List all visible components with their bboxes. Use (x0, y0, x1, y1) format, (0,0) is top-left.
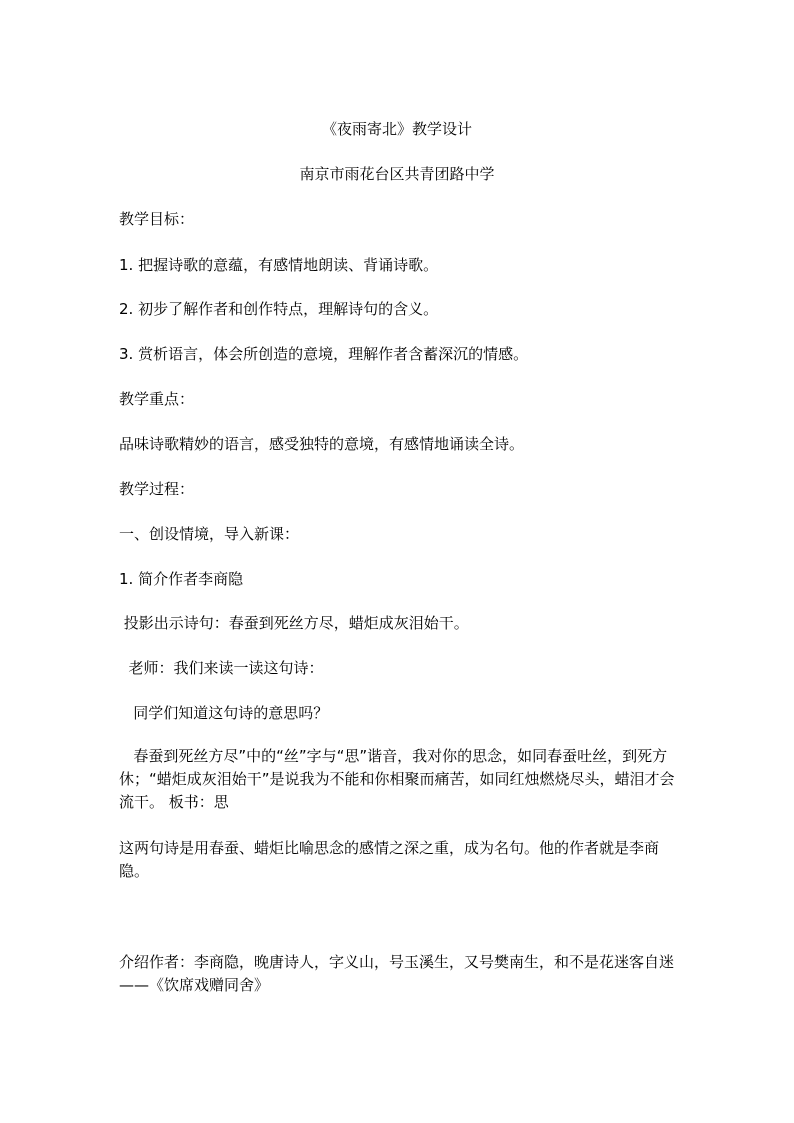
question-line: 同学们知道这句诗的意思吗？ (119, 704, 329, 722)
focus-text: 品味诗歌精妙的语言，感受独特的意境，有感情地诵读全诗。 (119, 435, 525, 453)
explanation-paragraph: 春蚕到死丝方尽”中的“丝”字与“思”谐音，我对你的思念，如同春蚕吐丝，到死方休；“蜡炬成灰泪始干”是说我为不能和你相聚而痛苦，如同红烛燃烧尽头，蜡泪才会流干。 板书：思 (119, 747, 675, 811)
process-heading: 教学过程： (119, 480, 195, 498)
section-one-heading: 一、创设情境，导入新课： (119, 525, 300, 543)
teacher-line: 老师：我们来读一读这句诗： (119, 659, 324, 677)
school-name: 南京市雨花台区共青团路中学 (299, 165, 495, 183)
projection-line: 投影出示诗句：春蚕到死丝方尽，蜡炬成灰泪始干。 (119, 614, 469, 632)
author-intro-paragraph: 介绍作者：李商隐，晚唐诗人，字义山，号玉溪生，又号樊南生，和不是花迷客自迷——《饮席戏赠同舍》 (119, 953, 675, 994)
objective-item-1: 1. 把握诗歌的意蕴，有感情地朗读、背诵诗歌。 (119, 256, 439, 274)
summary-paragraph: 这两句诗是用春蚕、蜡炬比喻思念的感情之深之重，成为名句。他的作者就是李商隐。 (119, 839, 660, 880)
focus-heading: 教学重点： (119, 390, 195, 408)
objective-item-2: 2. 初步了解作者和创作特点，理解诗句的含义。 (119, 300, 439, 318)
document-title: 《夜雨寄北》教学设计 (321, 120, 472, 138)
objective-item-3: 3. 赏析语言，体会所创造的意境，理解作者含蓄深沉的情感。 (119, 345, 529, 363)
step-one: 1. 简介作者李商隐 (119, 570, 244, 588)
objectives-heading: 教学目标： (119, 210, 195, 228)
